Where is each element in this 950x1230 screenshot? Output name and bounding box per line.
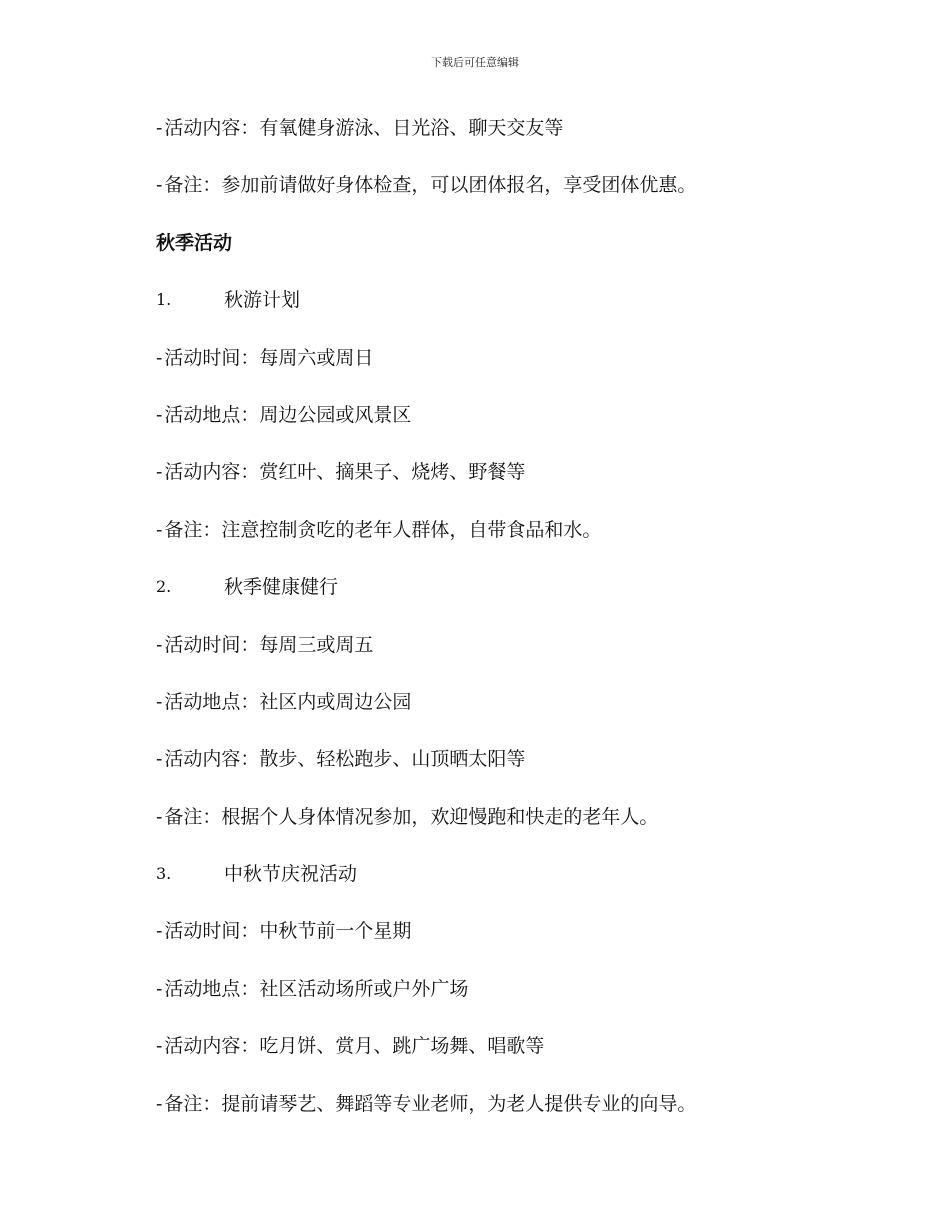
numbered-item (156, 860, 856, 917)
list-item (156, 745, 856, 802)
page-header: 下载后可任意编辑 (431, 56, 519, 69)
item-text: 活动时间：每周六或周日 (164, 346, 374, 369)
item-dash: - (156, 174, 163, 197)
item-dash: - (156, 461, 163, 484)
item-text: 活动内容：散步、轻松跑步、山顶晒太阳等 (164, 748, 526, 771)
item-text: 备注：提前请琴艺、舞蹈等专业老师，为老人提供专业的向导。 (164, 1092, 697, 1115)
item-text: 活动地点：社区内或周边公园 (164, 690, 412, 713)
list-item (156, 401, 856, 458)
list-item (156, 171, 856, 228)
list-item (156, 688, 856, 745)
item-dash: - (156, 518, 163, 541)
item-dash: - (156, 1092, 163, 1115)
item-dash: - (156, 748, 163, 771)
item-text: 活动地点：周边公园或风景区 (164, 403, 412, 426)
item-text: 活动时间：中秋节前一个星期 (164, 920, 412, 943)
item-number: 1. (156, 290, 172, 310)
numbered-item (156, 573, 856, 630)
list-item (156, 114, 856, 171)
item-text: 活动时间：每周三或周五 (164, 633, 374, 656)
item-number: 3. (156, 864, 172, 884)
item-text: 活动内容：吃月饼、赏月、跳广场舞、唱歌等 (164, 1035, 545, 1058)
list-item (156, 516, 856, 573)
item-dash: - (156, 920, 163, 943)
list-item (156, 1090, 856, 1147)
item-text: 活动内容：赏红叶、摘果子、烧烤、野餐等 (164, 461, 526, 484)
document-body (156, 114, 856, 1147)
item-text: 活动地点：社区活动场所或户外广场 (164, 977, 469, 1000)
item-dash: - (156, 690, 163, 713)
item-text: 活动内容：有氧健身游泳、日光浴、聊天交友等 (164, 117, 564, 139)
list-item (156, 458, 856, 515)
item-dash: - (156, 1035, 163, 1058)
item-dash: - (156, 977, 163, 1000)
item-text: 备注：注意控制贪吃的老年人群体，自带食品和水。 (164, 518, 602, 541)
numbered-item-text: 秋季健康健行 (224, 576, 339, 599)
item-text: 备注：根据个人身体情况参加，欢迎慢跑和快走的老年人。 (164, 805, 659, 828)
item-dash: - (156, 117, 163, 139)
item-text: 备注：参加前请做好身体检查，可以团体报名，享受团体优惠。 (164, 174, 697, 197)
item-dash: - (156, 403, 163, 426)
item-dash: - (156, 633, 163, 656)
list-item (156, 631, 856, 688)
section-heading-text: 秋季活动 (156, 231, 233, 254)
list-item (156, 803, 856, 860)
item-dash: - (156, 805, 163, 828)
numbered-item (156, 286, 856, 343)
list-item (156, 1032, 856, 1089)
list-item (156, 917, 856, 974)
numbered-item-text: 秋游计划 (224, 289, 301, 312)
list-item (156, 344, 856, 401)
numbered-item-text: 中秋节庆祝活动 (224, 863, 358, 886)
list-item (156, 975, 856, 1032)
item-number: 2. (156, 577, 172, 597)
section-heading (156, 229, 856, 286)
item-dash: - (156, 346, 163, 369)
